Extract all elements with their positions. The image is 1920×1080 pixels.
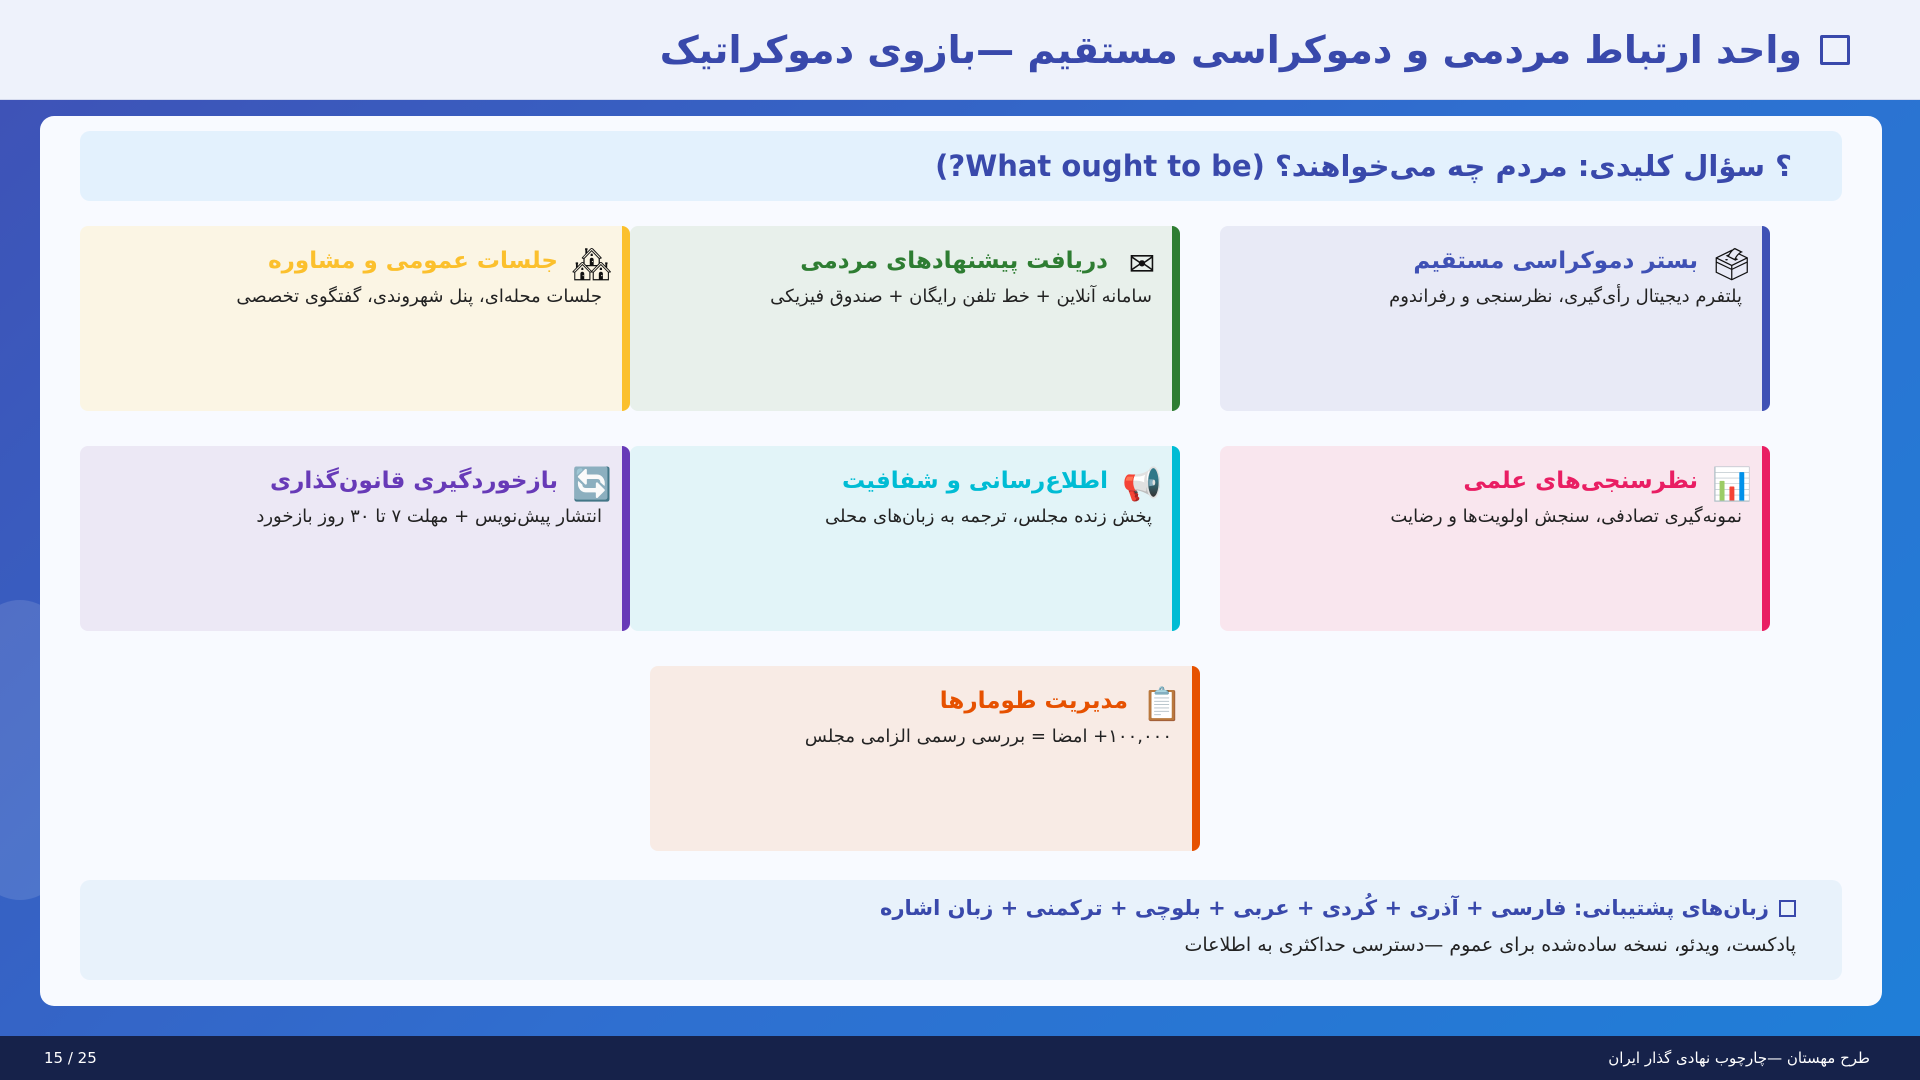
card-petitions bbox=[650, 666, 1200, 851]
card-title: نظرسنجی‌های علمی bbox=[1463, 468, 1698, 494]
megaphone-icon: 📢 bbox=[1122, 465, 1162, 503]
clipboard-icon: 📋 bbox=[1142, 685, 1182, 723]
card-title: بستر دموکراسی مستقیم bbox=[1413, 248, 1698, 274]
card-description: انتشار پیش‌نویس + مهلت ۷ تا ۳۰ روز بازخورد bbox=[256, 506, 602, 527]
card-accent-bar bbox=[1172, 226, 1180, 411]
card-legislative-feedback bbox=[80, 446, 630, 631]
access-text: پادکست، ویدئو، نسخه ساده‌شده برای عموم —دسترسی حداکثری به اطلاعات bbox=[1184, 934, 1796, 956]
checkbox-icon bbox=[1779, 900, 1796, 917]
card-description: پخش زنده مجلس، ترجمه به زبان‌های محلی bbox=[825, 506, 1152, 527]
card-title: مدیریت طومارها bbox=[939, 688, 1128, 714]
card-transparency bbox=[630, 446, 1180, 631]
card-accent-bar bbox=[622, 226, 630, 411]
card-accent-bar bbox=[1172, 446, 1180, 631]
languages-box bbox=[80, 880, 1842, 980]
card-accent-bar bbox=[622, 446, 630, 631]
card-accent-bar bbox=[1762, 446, 1770, 631]
card-public-suggestions bbox=[630, 226, 1180, 411]
card-title: اطلاع‌رسانی و شفافیت bbox=[841, 468, 1108, 494]
card-scientific-polls bbox=[1220, 446, 1770, 631]
refresh-icon: 🔄 bbox=[572, 465, 612, 503]
ballot-box-icon: 🗳 bbox=[1711, 245, 1752, 283]
brand-text: طرح مهستان —چارچوب نهادی گذار ایران bbox=[1608, 1049, 1870, 1067]
card-title: دریافت پیشنهادهای مردمی bbox=[800, 248, 1108, 274]
key-question: ؟ سؤال کلیدی: مردم چه می‌خواهند؟ (What ought to be?) bbox=[80, 131, 1842, 201]
checkbox-icon bbox=[1820, 35, 1850, 65]
card-title: جلسات عمومی و مشاوره bbox=[268, 248, 558, 274]
page-title: واحد ارتباط مردمی و دموکراسی مستقیم —بازوی دموکراتیک bbox=[659, 27, 1802, 72]
languages-text: زبان‌های پشتیبانی: فارسی + آذری + کُردی + عربی + بلوچی + ترکمنی + زبان اشاره bbox=[880, 896, 1769, 920]
languages-line bbox=[80, 896, 1796, 920]
card-accent-bar bbox=[1762, 226, 1770, 411]
houses-icon: 🏘 bbox=[571, 245, 612, 283]
card-title: بازخوردگیری قانون‌گذاری bbox=[270, 468, 558, 494]
card-public-meetings bbox=[80, 226, 630, 411]
bottom-bar bbox=[0, 1036, 1920, 1080]
card-description: نمونه‌گیری تصادفی، سنجش اولویت‌ها و رضایت bbox=[1390, 506, 1742, 527]
card-description: ۱۰۰,۰۰۰+ امضا = بررسی رسمی الزامی مجلس bbox=[804, 726, 1172, 747]
page-number: 15 / 25 bbox=[44, 1049, 97, 1067]
bar-chart-icon: 📊 bbox=[1712, 465, 1752, 503]
card-description: جلسات محله‌ای، پنل شهروندی، گفتگوی تخصصی bbox=[236, 286, 602, 307]
card-description: سامانه آنلاین + خط تلفن رایگان + صندوق فیزیکی bbox=[770, 286, 1152, 307]
header bbox=[0, 0, 1920, 100]
content-panel bbox=[40, 116, 1882, 1006]
card-accent-bar bbox=[1192, 666, 1200, 851]
card-description: پلتفرم دیجیتال رأی‌گیری، نظرسنجی و رفراندوم bbox=[1389, 286, 1742, 307]
card-direct-democracy bbox=[1220, 226, 1770, 411]
envelope-icon: ✉ bbox=[1128, 245, 1156, 283]
